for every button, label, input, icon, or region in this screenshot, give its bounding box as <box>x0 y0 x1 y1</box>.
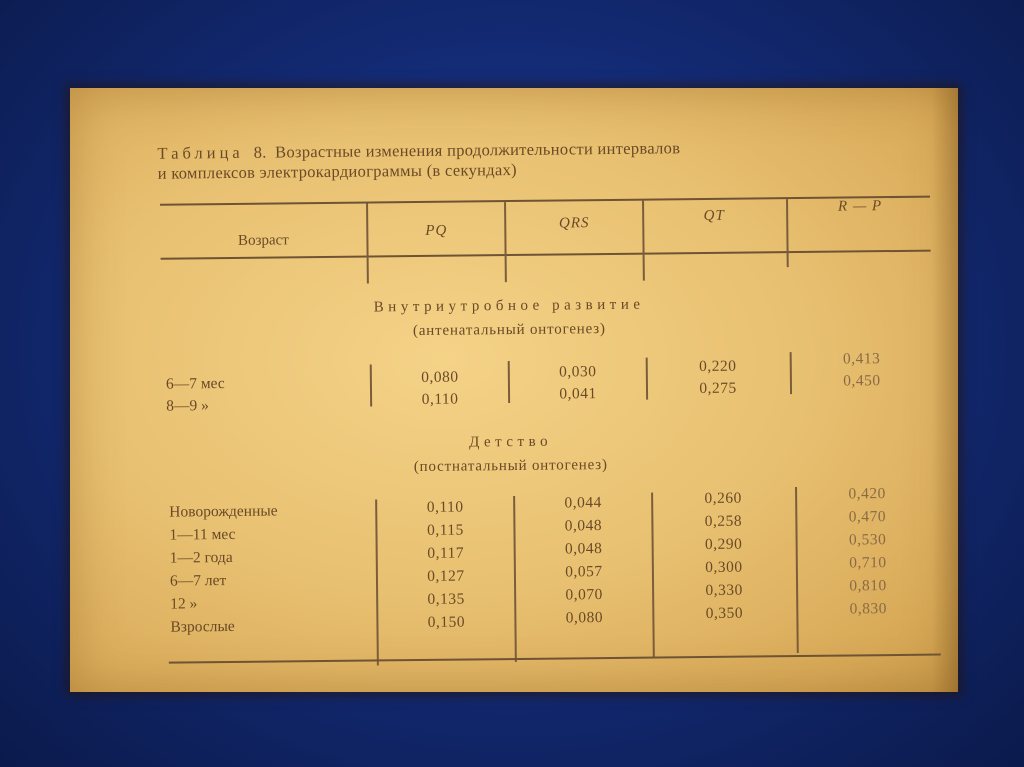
row-qt: 0,220 <box>698 357 737 376</box>
row-age: 1—2 года <box>169 548 233 567</box>
row-qrs: 0,041 <box>559 385 597 403</box>
row-age: 8—9 » <box>166 397 209 415</box>
caption-line-2: и комплексов электрокардиограммы (в секундах) <box>157 159 517 183</box>
row-pq: 0,135 <box>427 590 465 608</box>
row-qt: 0,350 <box>705 604 744 623</box>
section-2-divider-3 <box>651 493 655 659</box>
row-age: 6—7 лет <box>169 572 227 590</box>
table-8 <box>70 88 958 692</box>
row-rp: 0,810 <box>849 577 887 595</box>
row-qrs: 0,080 <box>565 609 604 627</box>
row-qt: 0,258 <box>704 512 743 531</box>
section-2-divider-1 <box>375 499 379 665</box>
row-pq: 0,117 <box>427 544 465 562</box>
row-age: Новорожденные <box>169 502 278 521</box>
row-pq: 0,115 <box>426 521 464 539</box>
caption-text-1: Возрастные изменения продолжительности интервалов <box>275 138 681 162</box>
header-divider-1 <box>366 204 369 284</box>
row-pq: 0,150 <box>427 613 466 631</box>
row-age: 6—7 мес <box>165 375 225 393</box>
row-qrs: 0,048 <box>564 517 603 535</box>
row-qrs: 0,070 <box>565 586 603 604</box>
section-1-divider-3 <box>646 358 648 400</box>
row-rp: 0,420 <box>848 485 886 503</box>
row-rp: 0,710 <box>849 554 887 572</box>
row-qt: 0,300 <box>705 558 743 577</box>
row-qt: 0,275 <box>699 379 737 398</box>
row-age: 12 » <box>170 595 198 613</box>
table-bottom-rule <box>169 654 941 664</box>
row-rp: 0,450 <box>843 372 881 390</box>
section-1-title: Внутриутробное развитие <box>373 296 645 316</box>
row-rp: 0,413 <box>842 350 881 368</box>
row-rp: 0,530 <box>848 531 887 549</box>
caption-label: Таблица <box>157 142 244 163</box>
header-pq: PQ <box>425 222 448 239</box>
row-pq: 0,110 <box>421 390 459 408</box>
header-divider-4 <box>786 199 789 267</box>
row-qt: 0,260 <box>704 489 742 508</box>
section-1-divider-2 <box>508 361 510 403</box>
row-age: 1—11 мес <box>169 525 236 544</box>
row-rp: 0,830 <box>849 600 888 618</box>
header-divider-2 <box>504 202 507 282</box>
row-rp: 0,470 <box>848 508 887 526</box>
row-pq: 0,080 <box>421 368 459 386</box>
photographed-page <box>70 88 958 692</box>
header-qt: QT <box>703 207 725 225</box>
section-2-subtitle: (постнатальный онтогенез) <box>413 457 608 476</box>
row-qrs: 0,044 <box>564 494 602 512</box>
row-qt: 0,290 <box>704 535 743 554</box>
row-pq: 0,110 <box>426 498 464 516</box>
section-1-divider-4 <box>790 352 792 394</box>
header-qrs: QRS <box>558 215 590 232</box>
row-qrs: 0,030 <box>559 363 597 381</box>
header-divider-3 <box>642 201 645 281</box>
caption-number: 8. <box>253 142 267 162</box>
table-caption <box>157 136 937 184</box>
row-pq: 0,127 <box>427 567 465 585</box>
header-age: Возраст <box>237 232 289 249</box>
row-qt: 0,330 <box>705 581 743 600</box>
row-qrs: 0,048 <box>564 540 603 558</box>
section-1-divider-1 <box>370 364 372 406</box>
section-2-divider-2 <box>513 496 517 662</box>
row-age: Взрослые <box>170 617 235 636</box>
row-qrs: 0,057 <box>565 563 603 581</box>
section-1-subtitle: (антенатальный онтогенез) <box>412 321 606 340</box>
section-2-divider-4 <box>795 487 799 653</box>
header-rp: R — P <box>837 198 883 215</box>
header-bottom-rule <box>161 250 931 260</box>
section-2-title: Детство <box>468 433 553 451</box>
